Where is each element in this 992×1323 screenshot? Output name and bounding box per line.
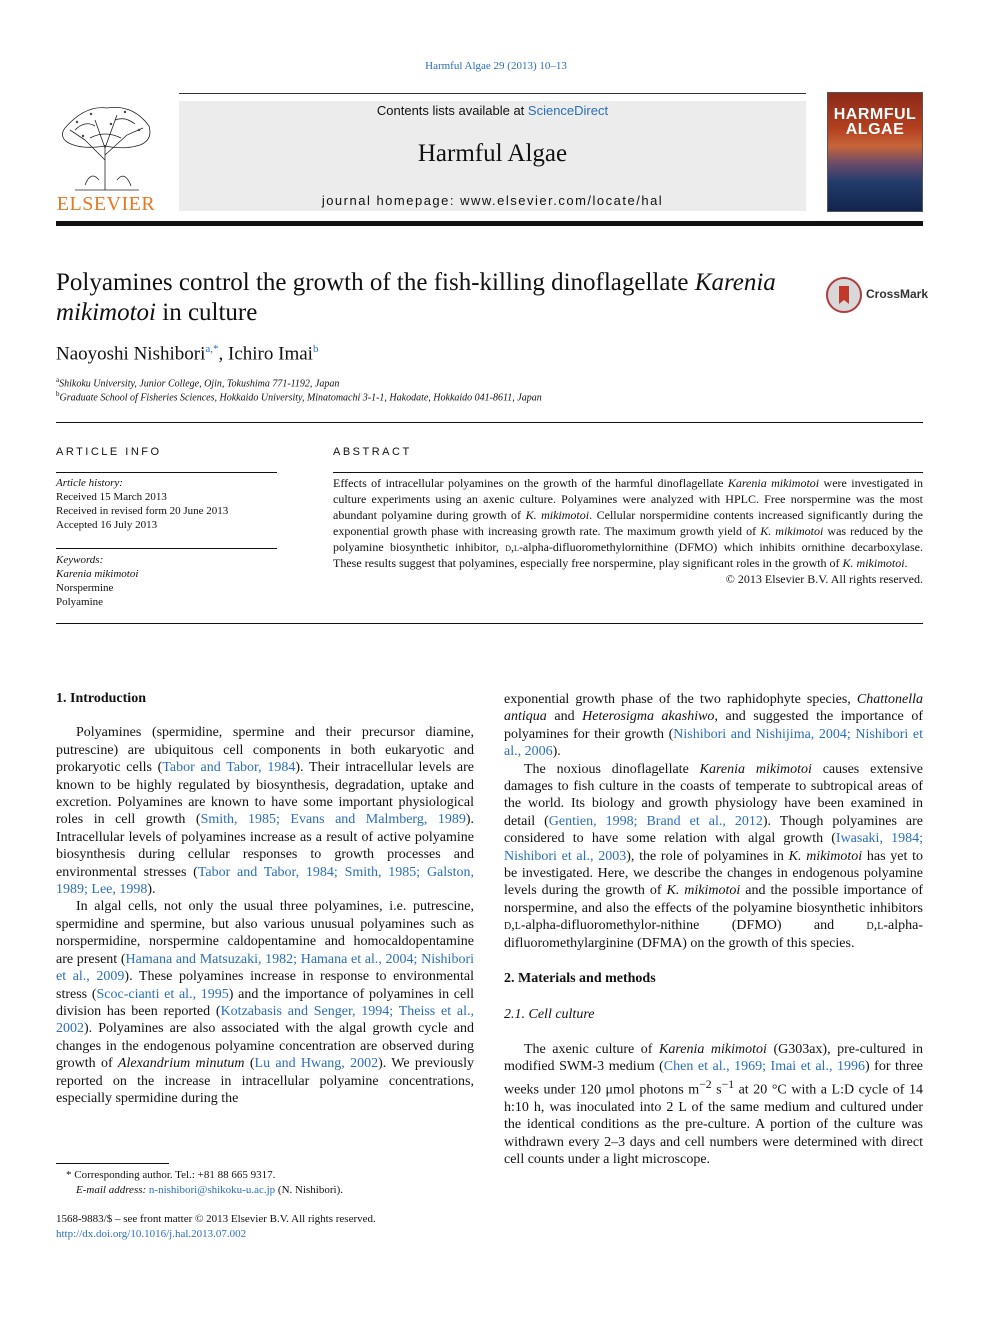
section-heading: 2. Materials and methods (504, 971, 656, 987)
citation-link[interactable]: Hamana and Matsuzaki, 1982; Hamana et al., 2004; Nishibori et al., 2009 (56, 951, 474, 985)
contents-prefix: Contents lists available at (376, 103, 528, 118)
footnote-rule (56, 1163, 169, 1164)
citation-link[interactable]: Tabor and Tabor, 1984; Smith, 1985; Galston, 1989; Lee, 1998 (56, 864, 474, 898)
journal-title: Harmful Algae (417, 140, 568, 167)
divider (333, 472, 923, 473)
author-name[interactable]: Naoyoshi Nishibori (56, 343, 206, 365)
citation-link[interactable]: Scoc-cianti et al., 1995 (96, 986, 229, 1002)
citation-link[interactable]: Iwasaki, 1984; Nishibori et al., 2003 (504, 831, 923, 864)
divider (56, 623, 923, 624)
journal-homepage[interactable]: journal homepage: www.elsevier.com/locate/hal (321, 193, 664, 208)
abstract-heading: ABSTRACT (333, 446, 412, 458)
article-info-heading: ARTICLE INFO (56, 446, 162, 458)
journal-cover-image (827, 92, 923, 212)
article-title: Polyamines control the growth of the fish-killing dinoflagellate Karenia mikimotoi in culture (56, 269, 776, 326)
header-divider (56, 221, 923, 226)
paragraph: The axenic culture of Karenia mikimotoi (G303ax), pre-cultured in modified SWM-3 medium (Chen et al., 1969; Imai et al., 1996) for three weeks under 120 μmol photons $m^{-2}$ $s^{-1}$ at 20 °C with a L:D cycle of 14 h:10 h, was inoculated into 2 L of the same medium and cultured under the identical conditions as the pre-culture. A portion of the culture was withdrawn every 2–3 days and cell numbers were determined with direct cell counts under a light microscope. (504, 1041, 924, 1167)
paragraph: Polyamines (spermidine, spermine and their precursor diamine, putrescine) are ubiquitous cell components in both eukaryotic and prokaryotic cells (Tabor and Tabor, 1984). Their intracellular levels are known to be highly regulated by biosynthesis, degradation, uptake and excretion. Polyamines are known to have some important physiological roles in cell growth (Smith, 1985; Evans and Malmberg, 1989). Intracellular levels of polyamines increase as a result of active polyamine biosynthesis during cellular responses to growth processes and environmental stresses (Tabor and Tabor, 1984; Smith, 1985; Galston, 1989; Lee, 1998). (56, 725, 475, 898)
front-matter-note: 1568-9883/$ – see front matter © 2013 Elsevier B.V. All rights reserved. http://dx.doi.org/10.1016/j.hal.2013.07.002 (56, 1213, 376, 1240)
affiliation: $^b$Graduate School of Fisheries Sciences, Hokkaido University, Minatomachi 3-1-1, Hakodate, Hokkaido 041-8611, Japan (56, 390, 542, 404)
divider (56, 422, 923, 423)
crossmark-badge[interactable] (826, 277, 929, 313)
journal-citation[interactable]: Harmful Algae 29 (2013) 10–13 (425, 60, 567, 72)
divider (56, 472, 277, 473)
keywords: Keywords: Karenia mikimotoi Norspermine Polyamine (56, 554, 139, 608)
right-column (504, 691, 923, 1168)
citation-link[interactable]: Nishibori and Nishijima, 2004; Nishibori et al., 2006 (504, 726, 923, 760)
section-heading: 1. Introduction (56, 691, 146, 706)
corresponding-author-note: * Corresponding author. Tel.: +81 88 665 9317. E-mail address: n-nishibori@shikoku-u.ac.jp (N. Nishibori). (66, 1169, 343, 1196)
author-affiliation-mark[interactable]: b (312, 343, 319, 355)
email-link[interactable]: n-nishibori@shikoku-u.ac.jp (148, 1184, 276, 1196)
contents-line (179, 103, 806, 118)
author-name[interactable]: Ichiro Imai (228, 343, 313, 365)
copyright: © 2013 Elsevier B.V. All rights reserved. (725, 572, 923, 586)
citation-link[interactable]: Kotzabasis and Senger, 1994; Theiss et al., 2002 (56, 1003, 474, 1037)
divider (56, 548, 277, 549)
header-top-rule (179, 93, 806, 94)
citation-link[interactable]: Smith, 1985; Evans and Malmberg, 1989 (200, 812, 466, 828)
paragraph: The noxious dinoflagellate Karenia mikimotoi causes extensive damages to fish culture in the coasts of temperate to subtropical areas of the world. Its biology and growth physiology have been examined in detail (Gentien, 1998; Brand et al., 2012). Though polyamines are considered to have some relation with algal growth (Iwasaki, 1984; Nishibori et al., 2003), the role of polyamines in K. mikimotoi has yet to be investigated. Here, we describe the changes in endogenous polyamine levels during the growth of K. mikimotoi and the possible importance of norspermine, and also the effects of the polyamine biosynthetic inhibitors d,l-alpha-difluoromethylor-nithine (DFMO) and d,l-alpha-difluoromethylarginine (DFMA) on the growth of this species. (504, 761, 924, 951)
citation-link[interactable]: Lu and Hwang, 2002 (254, 1056, 379, 1072)
doi-link[interactable]: http://dx.doi.org/10.1016/j.hal.2013.07.002 (56, 1228, 247, 1240)
affiliation: $^a$Shikoku University, Junior College, Ojin, Tokushima 771-1192, Japan (56, 376, 340, 390)
left-column (56, 690, 474, 1107)
paragraph: exponential growth phase of the two raphidophyte species, Chattonella antiqua and Heterosigma akashiwo, and suggested the importance of polyamines for their growth (Nishibori and Nishijima, 2004; Nishibori et al., 2006). (504, 692, 923, 760)
crossmark-icon (826, 277, 862, 313)
paragraph: In algal cells, not only the usual three polyamines, i.e. putrescine, spermidine and spermine, but also various unusual polyamines such as norspermidine, norspermine caldopentamine and homocaldopentamine are present (Hamana and Matsuzaki, 1982; Hamana et al., 2004; Nishibori et al., 2009). These polyamines increase in response to environmental stress (Scoc-cianti et al., 1995) and the importance of polyamines in cell division has been reported (Kotzabasis and Senger, 1994; Theiss et al., 2002). Polyamines are also associated with the algal growth cycle and changes in the endogenous polyamine concentration are observed during growth of Alexandrium minutum (Lu and Hwang, 2002). We previously reported on the increase in intracellular polyamine concentrations, especially spermidine during the (56, 899, 475, 1106)
crossmark-label: CrossMark (866, 287, 929, 301)
journal-header (179, 101, 806, 211)
citation-link[interactable]: Tabor and Tabor, 1984 (162, 760, 296, 776)
citation-link[interactable]: Gentien, 1998; Brand et al., 2012 (548, 813, 763, 829)
abstract-body: Effects of intracellular polyamines on the growth of the harmful dinoflagellate Karenia mikimotoi were investigated in culture experiments using an axenic culture. Polyamines were analyzed with HPLC. Free norspermine was the most abundant polyamine during growth of K. mikimotoi. Cellular norspermidine contents increased significantly during the exponential growth phase with increasing growth rate. The maximum growth yield of K. mikimotoi was reduced by the polyamine biosynthetic inhibitor, d,l-alpha-difluoromethylornithine (DFMO) which inhibits ornithine decarboxylase. These results suggest that polyamines, especially free norspermine, play significant roles in the growth of K. mikimotoi. © 2013 Elsevier B.V. All rights reserved. (333, 476, 924, 586)
subsection-heading: 2.1. Cell culture (504, 1006, 595, 1022)
elsevier-wordmark: ELSEVIER (56, 193, 156, 215)
cover-title: HARMFUL ALGAE (833, 106, 917, 138)
elsevier-logo (55, 100, 157, 216)
tree-emblem-icon (55, 100, 157, 195)
sciencedirect-link[interactable]: ScienceDirect (527, 103, 609, 118)
author-affiliation-mark[interactable]: a,* (205, 343, 219, 355)
article-history: Article history: Received 15 March 2013 Received in revised form 20 June 2013 Accepted 16 July 2013 (56, 477, 229, 531)
author-list: Naoyoshi Nishibori$^{a,*}$, Ichiro Imai$^b$ (56, 343, 319, 365)
citation-link[interactable]: Chen et al., 1969; Imai et al., 1996 (663, 1059, 865, 1075)
